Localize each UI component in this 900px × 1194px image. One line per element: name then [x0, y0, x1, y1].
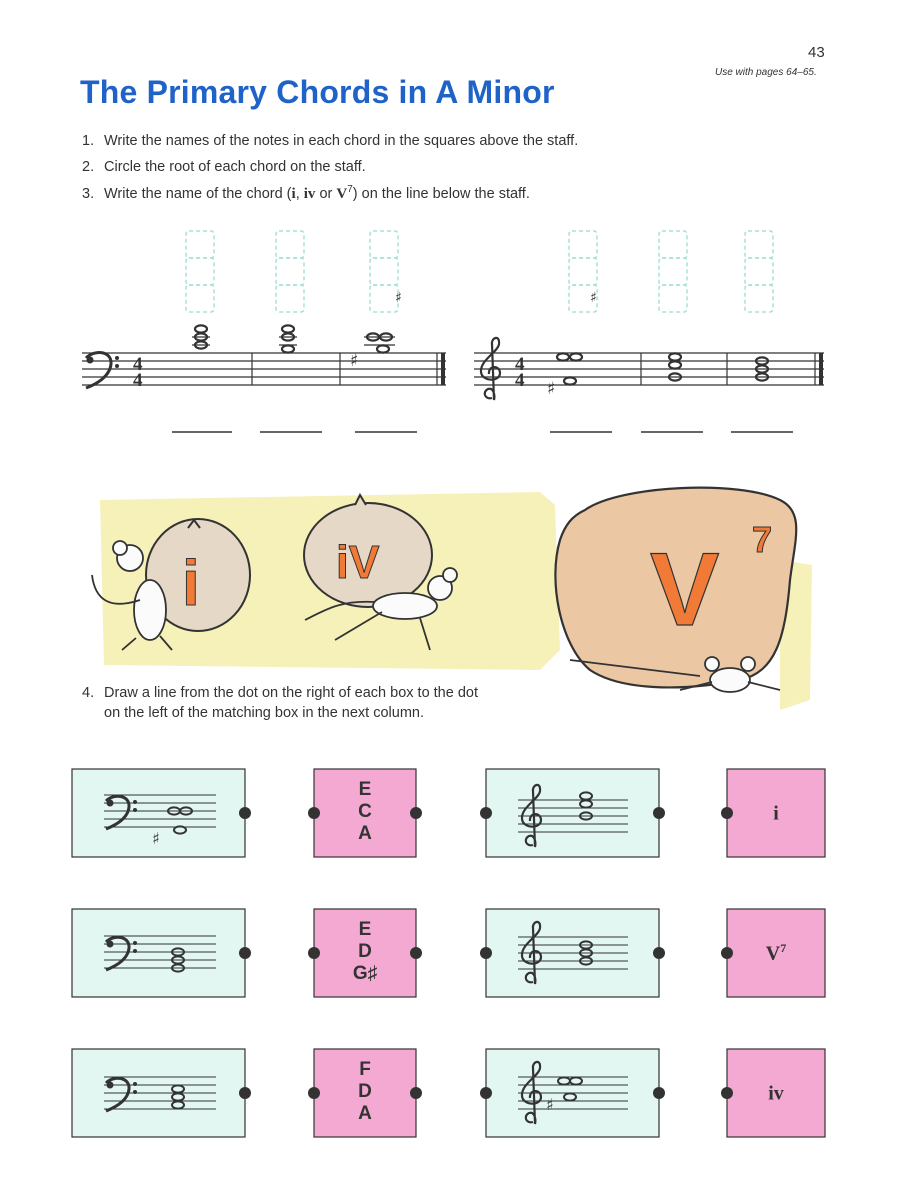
- chord-i-label: i: [291, 185, 296, 202]
- dot-right-r1c1[interactable]: [239, 807, 251, 819]
- note-letter: A: [358, 823, 372, 844]
- bass-time-signature-bottom: 4: [133, 370, 143, 391]
- dot-right-r3c3[interactable]: [653, 1087, 665, 1099]
- dot-right-r1c3[interactable]: [653, 807, 665, 819]
- chord-name-label: V: [765, 942, 781, 965]
- chord-name-1: [727, 801, 825, 826]
- note-letter: G♯: [352, 963, 378, 984]
- sharp-icon: ♯: [546, 1095, 554, 1114]
- separator: or: [315, 185, 337, 202]
- instruction-text: Write the names of the notes in each chord in the squares above the staff.: [104, 133, 579, 149]
- treble-time-signature-bottom: 4: [515, 370, 525, 391]
- instruction-number: 2.: [82, 159, 95, 175]
- instruction-text: Circle the root of each chord on the staff.: [104, 159, 366, 175]
- sharp-icon: ♯: [547, 379, 556, 399]
- note-letter: D: [358, 1081, 372, 1102]
- instruction-number: 3.: [82, 185, 95, 202]
- sharp-icon: ♯: [152, 829, 160, 848]
- note-letter: E: [358, 779, 372, 800]
- separator: ,: [295, 185, 304, 202]
- dot-right-r3c1[interactable]: [239, 1087, 251, 1099]
- staff-card-row1-col1: [72, 769, 245, 857]
- instruction-text-line-1: Draw a line from the dot on the right of each box to the dot: [104, 685, 478, 701]
- note-letter: A: [358, 1103, 372, 1124]
- dot-left-r3c3[interactable]: [480, 1087, 492, 1099]
- staff-card-row1-col3: [486, 769, 659, 857]
- instruction-number: 1.: [82, 133, 95, 149]
- dot-right-r2c1[interactable]: [239, 947, 251, 959]
- bass-time-signature-top: 4: [133, 354, 143, 375]
- answer-box-sharp-2: ♯: [590, 290, 597, 306]
- dot-left-r1c3[interactable]: [480, 807, 492, 819]
- note-card-1-letters: [314, 779, 416, 845]
- treble-time-signature-top: 4: [515, 354, 525, 375]
- note-card-2-letters: [314, 919, 416, 985]
- chord-name-3: [727, 1081, 825, 1106]
- sack-label-v: V: [650, 532, 720, 648]
- ball-label-iv: iV: [336, 536, 380, 588]
- use-with-note: Use with pages 64–65.: [715, 67, 817, 78]
- instruction-text-line-2: on the left of the matching box in the next column.: [104, 705, 424, 721]
- note-card-3-letters: [314, 1059, 416, 1125]
- chord-v7-superscript: 7: [347, 184, 353, 195]
- instruction-text-post: ) on the line below the staff.: [352, 185, 530, 202]
- staff-card-row3-col3: [486, 1049, 659, 1137]
- chord-name-superscript: 7: [780, 941, 787, 955]
- staff-card-row2-col3: [486, 909, 659, 997]
- chord-name-label: iv: [768, 1082, 784, 1105]
- dot-right-r2c3[interactable]: [653, 947, 665, 959]
- staff-card-row2-col1: [72, 909, 245, 997]
- note-letter: F: [359, 1059, 371, 1080]
- page-number: 43: [808, 44, 825, 61]
- answer-box-sharp-1: ♯: [395, 290, 402, 306]
- note-letter: E: [358, 919, 372, 940]
- note-letter: D: [358, 941, 372, 962]
- instruction-number: 4.: [82, 685, 95, 701]
- instruction-text-pre: Write the name of the chord (: [104, 185, 292, 202]
- chord-iv-label: iv: [303, 185, 316, 202]
- note-letter: C: [358, 801, 372, 822]
- ball-label-i: i: [182, 547, 200, 619]
- chord-v7-label: V: [336, 185, 348, 202]
- staff-card-row3-col1: [72, 1049, 245, 1137]
- chord-name-2: [727, 941, 825, 966]
- page-title: The Primary Chords in A Minor: [80, 74, 555, 110]
- dot-left-r2c3[interactable]: [480, 947, 492, 959]
- chord-name-label: i: [773, 802, 779, 825]
- sharp-icon: ♯: [350, 351, 359, 371]
- sack-label-superscript: 7: [752, 519, 773, 560]
